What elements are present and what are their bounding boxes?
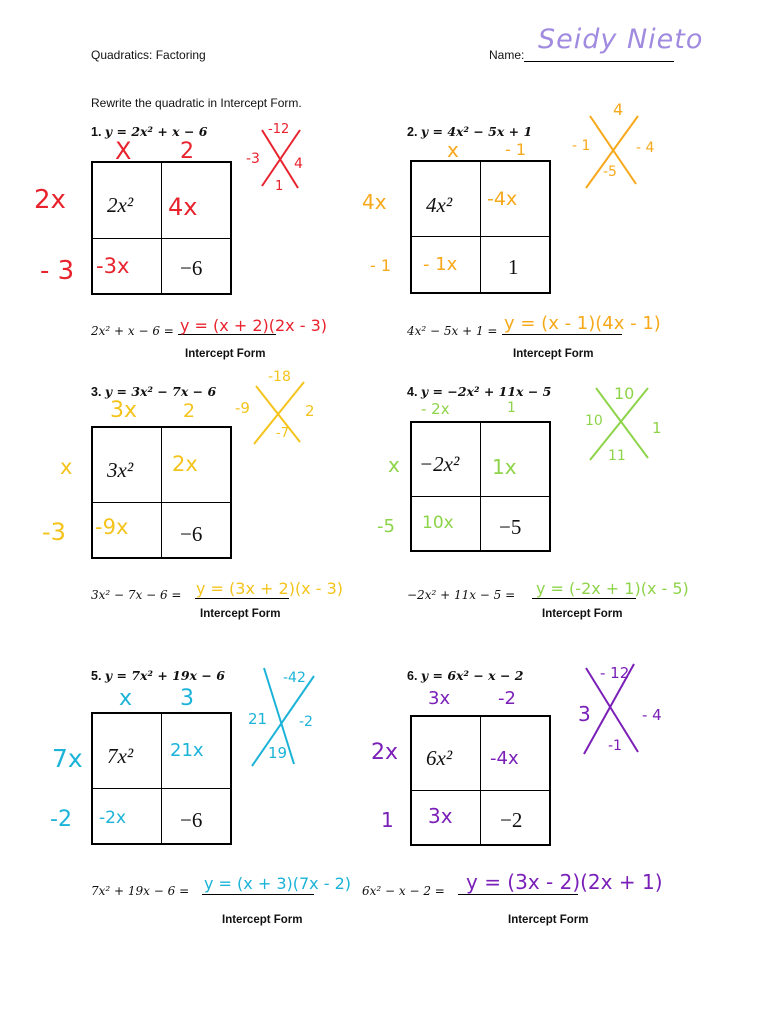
student-name: Seidy Nieto — [538, 24, 704, 55]
side-factor-1: 2x — [371, 740, 399, 765]
top-factor-2: -2 — [498, 688, 516, 709]
problem-number: 6. — [407, 669, 418, 683]
top-factor-2: 2 — [180, 139, 194, 164]
problem-4-heading — [407, 384, 551, 399]
side-factor-2: -3 — [42, 518, 66, 546]
problem-number: 2. — [407, 125, 418, 139]
answer-line[interactable] — [202, 894, 314, 895]
top-factor-1: x — [119, 686, 133, 711]
x-box-top: 10 — [614, 384, 635, 403]
side-factor-2: - 3 — [40, 256, 75, 286]
intercept-form-label: Intercept Form — [508, 914, 589, 926]
top-factor-2: - 1 — [505, 140, 527, 159]
answer-line[interactable] — [502, 334, 622, 335]
standard-form: 6x² − x − 2 = — [362, 884, 445, 898]
x-box-bottom: -1 — [608, 738, 622, 754]
cell-top-right: 2x — [172, 452, 198, 476]
top-factor-1: x — [447, 138, 459, 162]
answer-handwritten: y = (3x - 2)(2x + 1) — [466, 870, 663, 894]
problem-1-heading — [91, 124, 208, 139]
answer-line[interactable] — [458, 894, 578, 895]
top-factor-2: 3 — [180, 686, 194, 711]
side-factor-2: -2 — [50, 807, 72, 832]
problem-equation: y = 7x² + 19x − 6 — [104, 668, 225, 683]
x-box-right: 1 — [652, 419, 662, 437]
answer-line[interactable] — [195, 598, 289, 599]
side-factor-2: - 1 — [370, 256, 392, 275]
problem-equation: y = 3x² − 7x − 6 — [104, 384, 217, 399]
cell-top-right: -4x — [490, 748, 519, 769]
cell-bottom-left: 10x — [422, 513, 454, 533]
problem-2-heading — [407, 124, 532, 139]
x-box-bottom: 1 — [275, 179, 284, 194]
cell-bottom-right: −6 — [180, 808, 203, 832]
side-factor-1: x — [388, 453, 400, 477]
standard-form: 4x² − 5x + 1 = — [407, 324, 498, 338]
side-factor-1: 7x — [52, 744, 83, 773]
problem-5-heading — [91, 668, 225, 683]
cell-bottom-right: −5 — [499, 515, 522, 539]
x-box-right: -2 — [299, 714, 313, 730]
standard-form: 7x² + 19x − 6 = — [91, 884, 190, 898]
answer-handwritten: y = (x + 3)(7x - 2) — [204, 874, 352, 893]
cell-top-left: 7x² — [107, 744, 134, 768]
top-factor-2: 2 — [183, 400, 196, 422]
problem-equation: y = 2x² + x − 6 — [104, 124, 208, 139]
answer-handwritten: y = (x + 2)(2x - 3) — [180, 316, 328, 335]
cell-bottom-left: -2x — [99, 808, 127, 828]
problem-3-heading — [91, 384, 216, 399]
problem-number: 3. — [91, 385, 102, 399]
cell-bottom-right: −6 — [180, 522, 203, 546]
standard-form: −2x² + 11x − 5 = — [407, 588, 516, 602]
cell-bottom-left: - 1x — [423, 254, 458, 275]
cell-top-left: 3x² — [107, 458, 134, 482]
cell-bottom-left: 3x — [428, 804, 453, 828]
problem-number: 5. — [91, 669, 102, 683]
x-box-left: 21 — [248, 710, 268, 728]
side-factor-1: 4x — [362, 190, 387, 214]
side-factor-1: x — [60, 455, 73, 479]
answer-handwritten: y = (-2x + 1)(x - 5) — [536, 579, 689, 598]
cell-top-left: 6x² — [426, 746, 453, 770]
standard-form: 3x² − 7x − 6 = — [91, 588, 182, 602]
worksheet-title: Quadratics: Factoring — [91, 48, 206, 62]
standard-form: 2x² + x − 6 = — [91, 324, 174, 338]
x-box-left: - 1 — [572, 138, 591, 154]
answer-line[interactable] — [532, 598, 636, 599]
intercept-form-label: Intercept Form — [513, 348, 594, 360]
problem-equation: y = −2x² + 11x − 5 — [420, 384, 552, 399]
x-box-bottom: -5 — [603, 164, 617, 180]
x-box-bottom: -7 — [276, 426, 289, 441]
cell-top-right: -4x — [487, 188, 518, 210]
area-model-box — [91, 426, 232, 559]
x-box-left: -9 — [235, 399, 250, 417]
cell-bottom-right: −6 — [180, 256, 203, 280]
cell-top-right: 21x — [170, 740, 204, 761]
x-box-right: - 4 — [636, 140, 655, 156]
problem-number: 1. — [91, 125, 102, 139]
x-box-right: 4 — [294, 156, 303, 172]
name-label: Name: — [489, 48, 525, 62]
x-box-top: -42 — [283, 670, 306, 686]
intercept-form-label: Intercept Form — [222, 914, 303, 926]
problem-equation: y = 6x² − x − 2 — [420, 668, 524, 683]
x-box-left: 10 — [585, 413, 603, 429]
top-factor-1: X — [115, 137, 132, 165]
cell-bottom-left: -9x — [95, 515, 129, 539]
cell-top-right: 4x — [168, 193, 198, 221]
answer-handwritten: y = (3x + 2)(x - 3) — [196, 579, 344, 598]
x-box-bottom: 19 — [268, 744, 288, 762]
top-factor-1: - 2x — [421, 400, 450, 418]
intercept-form-label: Intercept Form — [542, 608, 623, 620]
intercept-form-label: Intercept Form — [185, 348, 266, 360]
top-factor-1: 3x — [428, 688, 451, 709]
side-factor-2: -5 — [377, 516, 395, 537]
cell-bottom-left: -3x — [96, 254, 130, 278]
x-box-top: 4 — [613, 100, 624, 119]
top-factor-1: 3x — [110, 398, 138, 423]
cell-top-left: 2x² — [107, 193, 134, 217]
cell-bottom-right: 1 — [508, 255, 519, 279]
x-box-top: -12 — [268, 122, 290, 137]
top-factor-2: 1 — [507, 400, 516, 416]
cell-top-left: 4x² — [426, 193, 453, 217]
x-box-right: - 4 — [642, 706, 662, 724]
x-box-right: 2 — [305, 402, 315, 420]
side-factor-1: 2x — [34, 185, 66, 215]
problem-number: 4. — [407, 385, 418, 399]
x-box-left: -3 — [246, 151, 260, 167]
instructions: Rewrite the quadratic in Intercept Form. — [91, 96, 302, 110]
x-box-top: -18 — [268, 369, 291, 385]
cell-top-left: −2x² — [419, 452, 460, 476]
side-factor-2: 1 — [381, 808, 394, 832]
problem-6-heading — [407, 668, 524, 683]
problem-equation: y = 4x² − 5x + 1 — [420, 124, 533, 139]
cell-top-right: 1x — [492, 455, 517, 479]
x-box-bottom: 11 — [608, 448, 626, 464]
x-box-left: 3 — [578, 702, 591, 726]
x-box-top: - 12 — [600, 664, 630, 682]
cell-bottom-right: −2 — [500, 808, 523, 832]
answer-handwritten: y = (x - 1)(4x - 1) — [504, 313, 661, 334]
intercept-form-label: Intercept Form — [200, 608, 281, 620]
